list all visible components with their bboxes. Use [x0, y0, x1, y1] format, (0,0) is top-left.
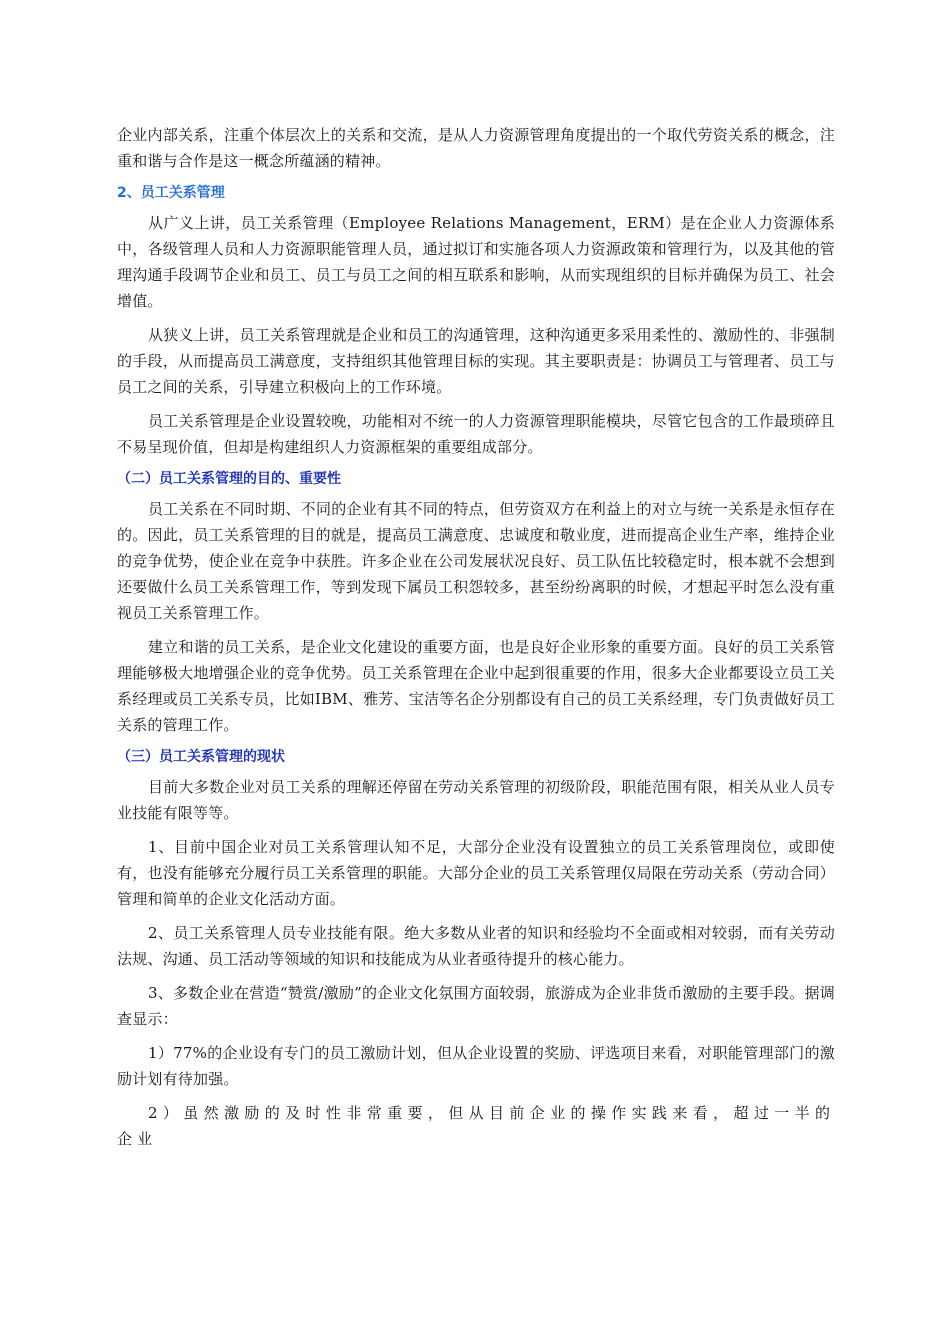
purpose-paragraph-2: 建立和谐的员工关系，是企业文化建设的重要方面，也是良好企业形象的重要方面。良好的员工关系管理能够极大地增强企业的竞争优势。员工关系管理在企业中起到很重要的作用，很多大企业都要设立员工关系经理或员工关系专员，比如IBM、雅芳、宝洁等名企分别都设有自己的员工关系经理，专门负责做好员工关系的管理工作。 [117, 638, 835, 734]
erm-module-paragraph: 员工关系管理是企业设置较晚，功能相对不统一的人力资源管理职能模块，尽管它包含的工作最琐碎且不易呈现价值，但却是构建组织人力资源框架的重要组成部分。 [117, 412, 835, 456]
erm-narrow-definition-paragraph: 从狭义上讲，员工关系管理就是企业和员工的沟通管理，这种沟通更多采用柔性的、激励性的、非强制的手段，从而提高员工满意度，支持组织其他管理目标的实现。其主要职责是：协调员工与管理者、员工与员工之间的关系，引导建立积极向上的工作环境。 [117, 326, 835, 396]
erm-broad-definition-paragraph: 从广义上讲，员工关系管理（Employee Relations Management，ERM）是在企业人力资源体系中，各级管理人员和人力资源职能管理人员，通过拟订和实施各项人力资源政策和管理行为，以及其他的管理沟通手段调节企业和员工、员工与员工之间的相互联系和影响，从而实现组织的目标并确保为员工、社会增值。 [117, 214, 835, 310]
status-paragraph-3: 2、员工关系管理人员专业技能有限。绝大多数从业者的知识和经验均不全面或相对较弱，而有关劳动法规、沟通、员工活动等领域的知识和技能成为从业者亟待提升的核心能力。 [117, 924, 835, 968]
purpose-paragraph-1: 员工关系在不同时期、不同的企业有其不同的特点，但劳资双方在利益上的对立与统一关系是永恒存在的。因此，员工关系管理的目的就是，提高员工满意度、忠诚度和敬业度，进而提高企业生产率，维持企业的竞争优势，使企业在竞争中获胜。许多企业在公司发展状况良好、员工队伍比较稳定时，根本就不会想到还要做什么员工关系管理工作，等到发现下属员工积怨较多，甚至纷纷离职的时候，才想起平时怎么没有重视员工关系管理工作。 [117, 500, 835, 622]
status-paragraph-5: 1）77%的企业设有专门的员工激励计划，但从企业设置的奖励、评选项目来看，对职能管理部门的激励计划有待加强。 [117, 1044, 835, 1088]
heading-purpose-importance: （二）员工关系管理的目的、重要性 [117, 471, 341, 487]
intro-paragraph: 企业内部关系，注重个体层次上的关系和交流，是从人力资源管理角度提出的一个取代劳资关系的概念，注重和谐与合作是这一概念所蕴涵的精神。 [117, 126, 835, 170]
status-paragraph-6: 2）虽然激励的及时性非常重要，但从目前企业的操作实践来看，超过一半的企业 [117, 1104, 835, 1148]
heading-employee-relations-management: 2、员工关系管理 [117, 185, 225, 201]
status-paragraph-1: 目前大多数企业对员工关系的理解还停留在劳动关系管理的初级阶段，职能范围有限，相关从业人员专业技能有限等等。 [117, 778, 835, 822]
document-page [117, 122, 835, 1152]
heading-current-status: （三）员工关系管理的现状 [117, 749, 285, 765]
status-paragraph-4: 3、多数企业在营造“赞赏/激励”的企业文化氛围方面较弱，旅游成为企业非货币激励的主要手段。据调查显示： [117, 984, 835, 1028]
status-paragraph-2: 1、目前中国企业对员工关系管理认知不足，大部分企业没有设置独立的员工关系管理岗位，或即使有，也没有能够充分履行员工关系管理的职能。大部分企业的员工关系管理仅局限在劳动关系（劳动合同）管理和简单的企业文化活动方面。 [117, 838, 835, 908]
